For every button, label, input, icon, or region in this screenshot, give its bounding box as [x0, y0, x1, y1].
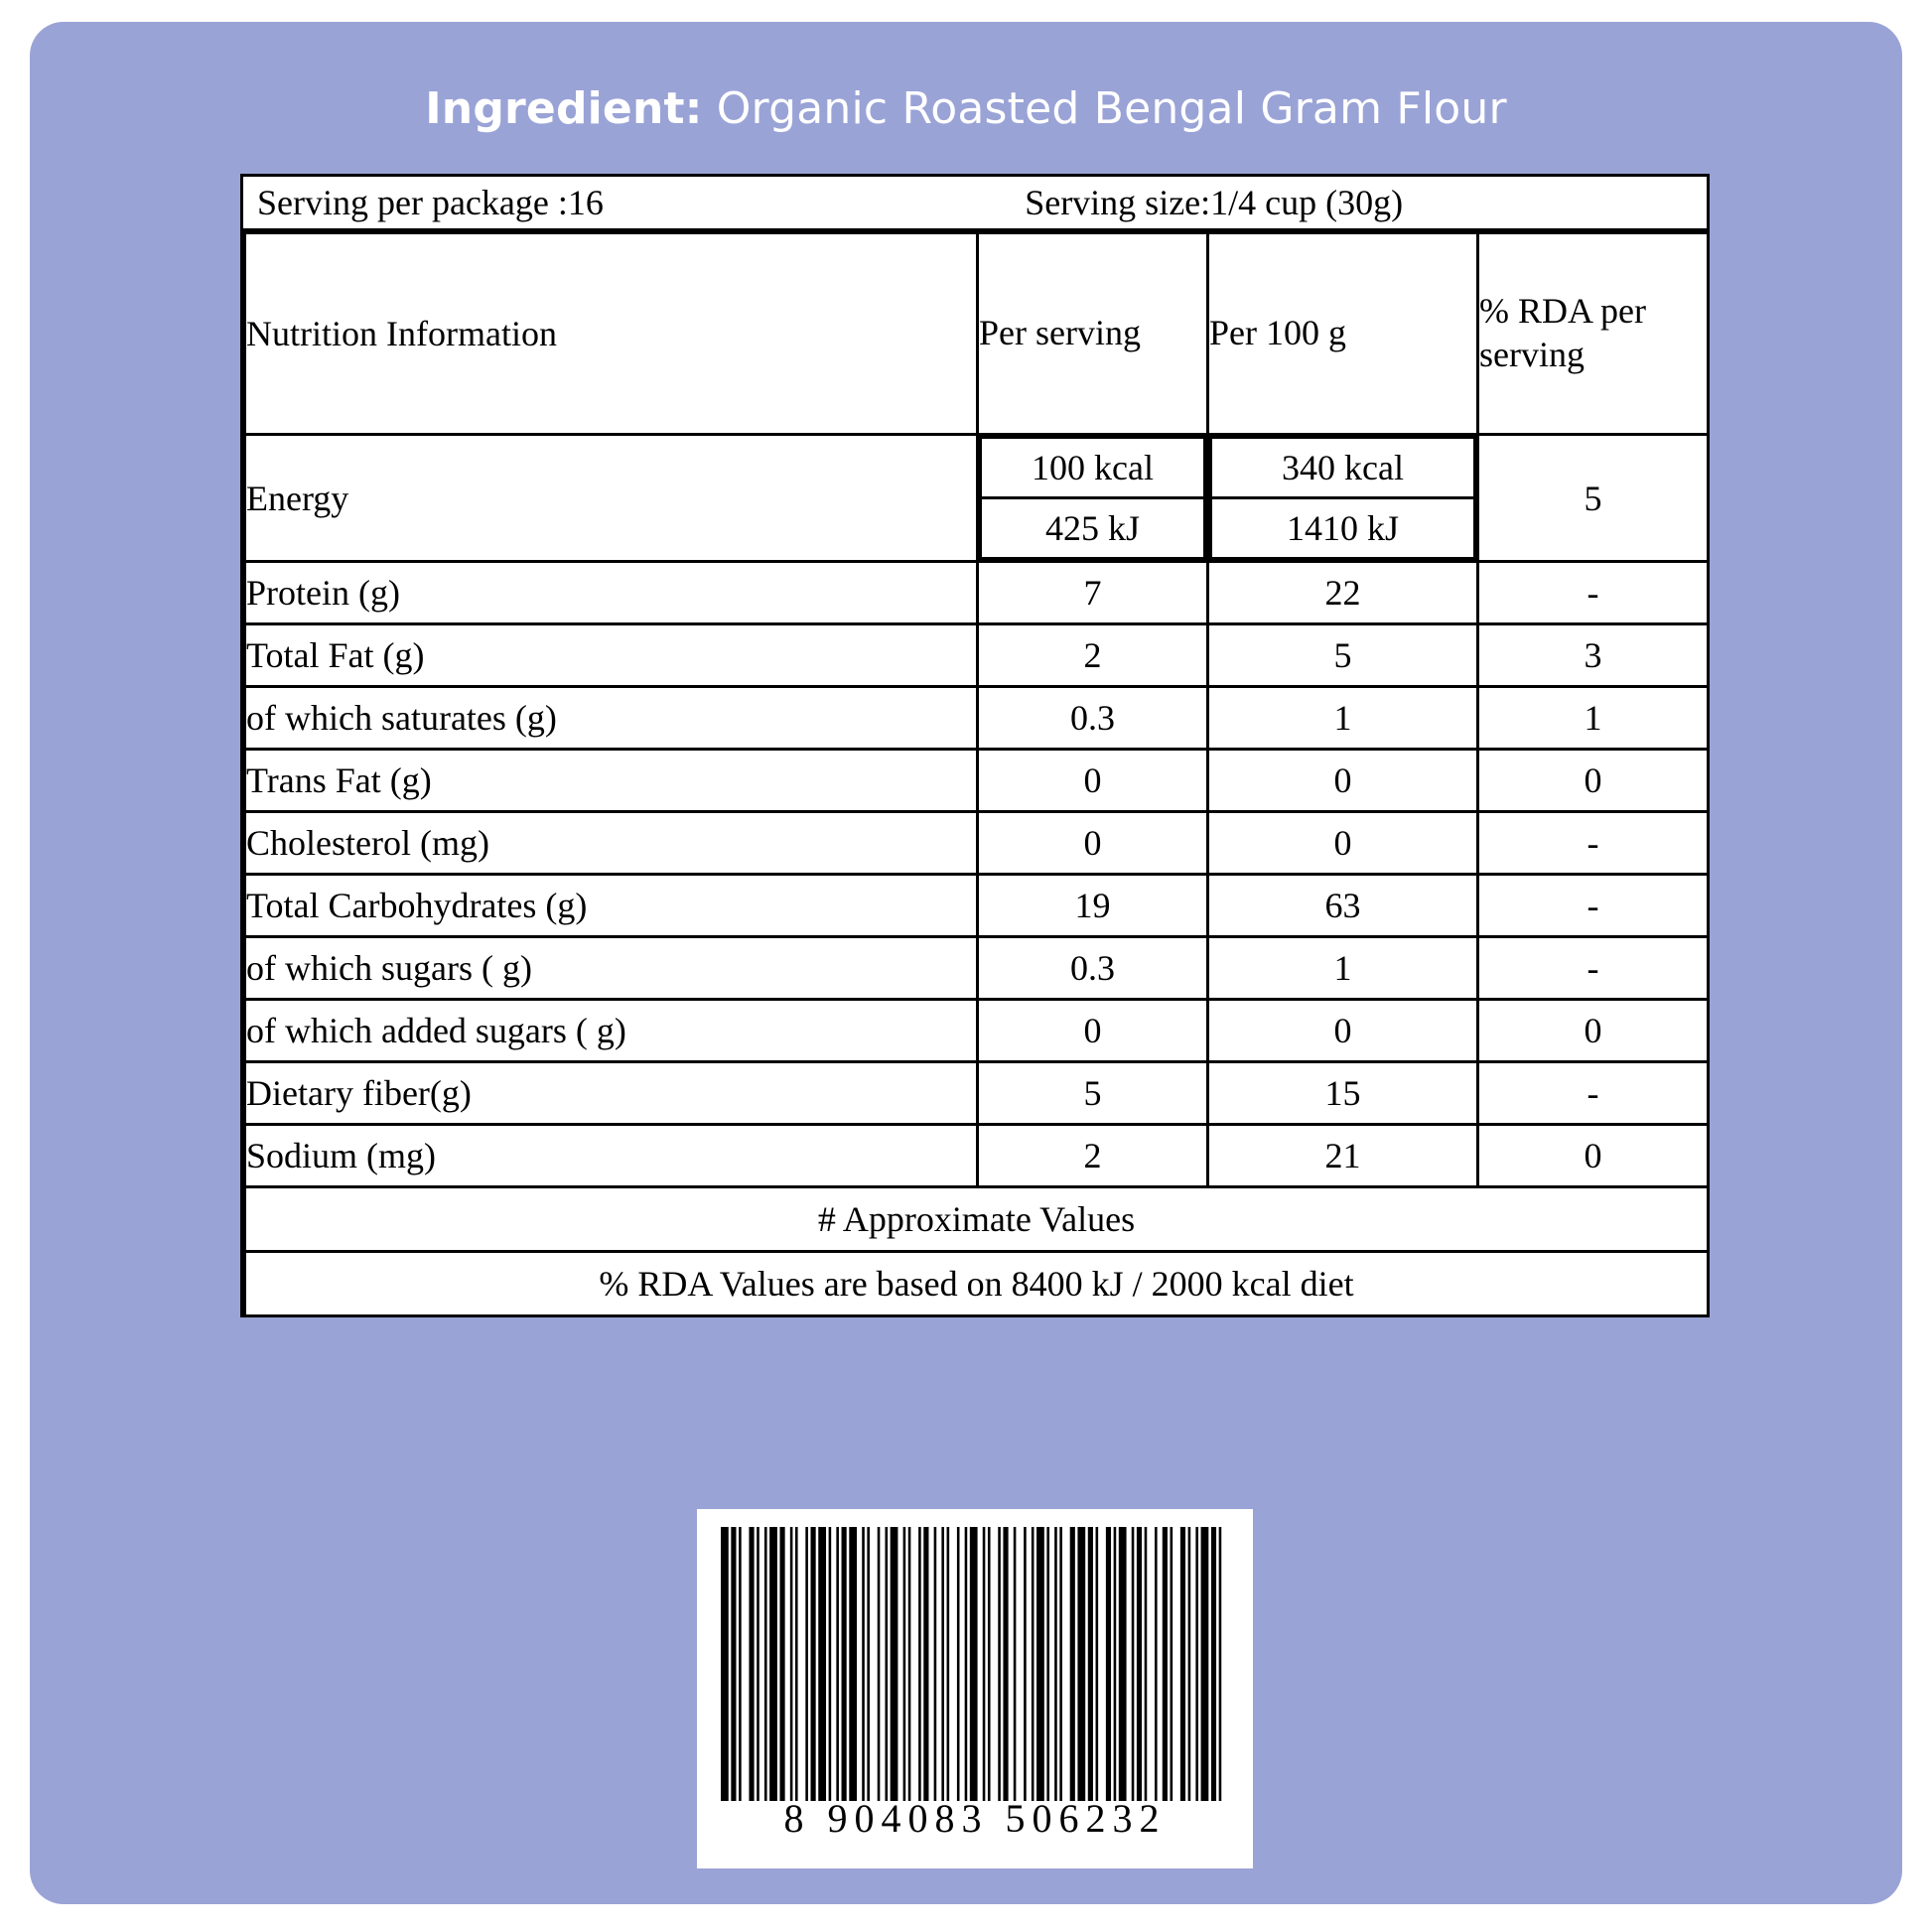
table-footnote-row — [245, 1187, 1709, 1252]
row-per-serving: 5 — [978, 1062, 1208, 1125]
row-per-serving: 0.3 — [978, 937, 1208, 1000]
row-per-100g: 63 — [1208, 875, 1478, 937]
row-per-serving: 0 — [978, 812, 1208, 875]
row-rda: 0 — [1478, 750, 1709, 812]
table-header-row — [245, 233, 1709, 435]
row-per-100g: 21 — [1208, 1125, 1478, 1187]
ingredient-line — [30, 83, 1902, 134]
energy-label: Energy — [245, 435, 978, 562]
row-per-100g: 15 — [1208, 1062, 1478, 1125]
ingredient-label: Ingredient: — [425, 83, 703, 134]
energy-kj-100g: 1410 kJ — [1211, 498, 1475, 559]
energy-kcal-serving: 100 kcal — [981, 438, 1205, 498]
row-per-serving: 2 — [978, 1125, 1208, 1187]
barcode-bars — [721, 1527, 1229, 1801]
table-row — [245, 750, 1709, 812]
footnote-rda-basis: % RDA Values are based on 8400 kJ / 2000 kcal diet — [245, 1252, 1709, 1316]
row-name: Trans Fat (g) — [245, 750, 978, 812]
row-name: Total Fat (g) — [245, 624, 978, 687]
row-per-serving: 19 — [978, 875, 1208, 937]
table-row — [245, 937, 1709, 1000]
row-rda: - — [1478, 812, 1709, 875]
nutrition-table — [243, 231, 1710, 1317]
table-row-energy — [245, 435, 1709, 562]
table-row — [245, 1062, 1709, 1125]
table-row — [245, 812, 1709, 875]
row-name: of which saturates (g) — [245, 687, 978, 750]
table-row — [245, 624, 1709, 687]
row-name: Protein (g) — [245, 562, 978, 624]
serving-size: Serving size:1/4 cup (30g) — [1025, 183, 1404, 222]
row-rda: - — [1478, 937, 1709, 1000]
header-nutrition-information: Nutrition Information — [245, 233, 978, 435]
row-per-100g: 22 — [1208, 562, 1478, 624]
table-row — [245, 1125, 1709, 1187]
row-per-serving: 7 — [978, 562, 1208, 624]
barcode-digits: 8 904083 506232 — [783, 1796, 1167, 1841]
row-name: Cholesterol (mg) — [245, 812, 978, 875]
row-name: Dietary fiber(g) — [245, 1062, 978, 1125]
row-rda: 3 — [1478, 624, 1709, 687]
row-name: of which sugars ( g) — [245, 937, 978, 1000]
table-row — [245, 687, 1709, 750]
row-rda: - — [1478, 562, 1709, 624]
row-per-100g: 0 — [1208, 750, 1478, 812]
row-name: of which added sugars ( g) — [245, 1000, 978, 1062]
row-per-100g: 1 — [1208, 937, 1478, 1000]
energy-100g-values — [1209, 436, 1476, 560]
nutrition-panel — [240, 174, 1710, 1317]
row-rda: - — [1478, 875, 1709, 937]
header-per-100g: Per 100 g — [1208, 233, 1478, 435]
energy-rda: 5 — [1478, 435, 1709, 562]
ingredient-value: Organic Roasted Bengal Gram Flour — [716, 83, 1507, 134]
row-per-serving: 0.3 — [978, 687, 1208, 750]
row-rda: 1 — [1478, 687, 1709, 750]
energy-serving-values — [979, 436, 1206, 560]
row-per-100g: 5 — [1208, 624, 1478, 687]
table-row — [245, 1000, 1709, 1062]
footnote-approximate-values: # Approximate Values — [245, 1187, 1709, 1252]
serving-per-package: Serving per package :16 — [257, 183, 604, 222]
row-rda: - — [1478, 1062, 1709, 1125]
energy-kcal-100g: 340 kcal — [1211, 438, 1475, 498]
energy-kj-serving: 425 kJ — [981, 498, 1205, 559]
row-per-serving: 0 — [978, 750, 1208, 812]
row-per-serving: 0 — [978, 1000, 1208, 1062]
row-rda: 0 — [1478, 1000, 1709, 1062]
serving-row — [243, 177, 1707, 231]
row-name: Sodium (mg) — [245, 1125, 978, 1187]
table-row — [245, 562, 1709, 624]
header-rda-per-serving: % RDA per serving — [1478, 233, 1709, 435]
header-per-serving: Per serving — [978, 233, 1208, 435]
row-per-serving: 2 — [978, 624, 1208, 687]
row-per-100g: 0 — [1208, 812, 1478, 875]
table-footnote-row — [245, 1252, 1709, 1316]
row-rda: 0 — [1478, 1125, 1709, 1187]
barcode — [697, 1509, 1253, 1868]
row-per-100g: 0 — [1208, 1000, 1478, 1062]
row-name: Total Carbohydrates (g) — [245, 875, 978, 937]
row-per-100g: 1 — [1208, 687, 1478, 750]
table-row — [245, 875, 1709, 937]
nutrition-label-card — [30, 22, 1902, 1904]
